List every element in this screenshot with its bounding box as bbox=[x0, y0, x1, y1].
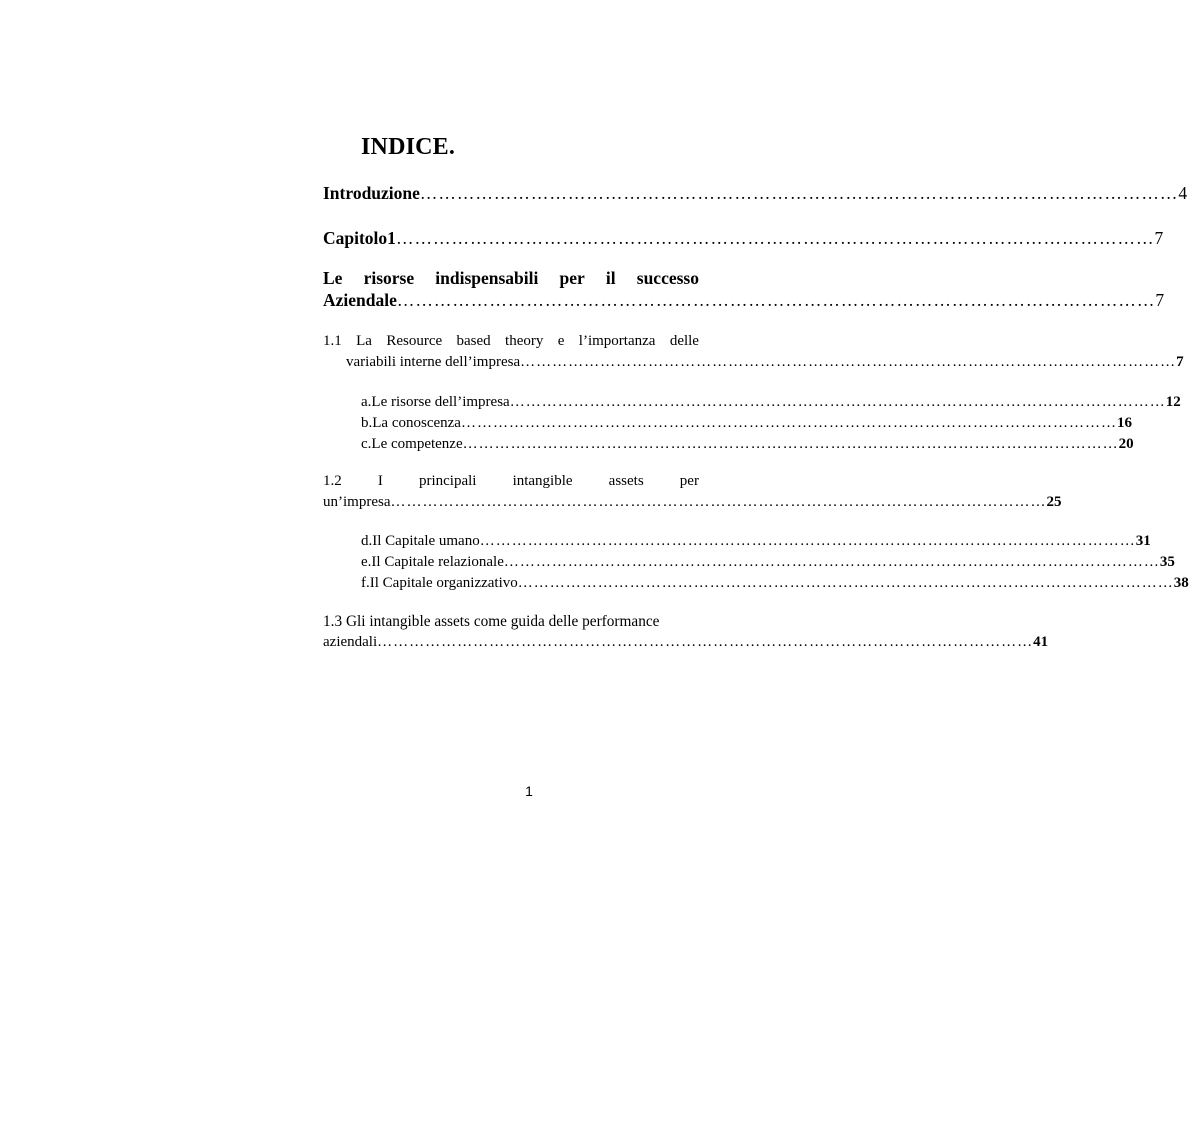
toc-page: 31 bbox=[1135, 533, 1151, 549]
word: il bbox=[605, 268, 616, 288]
toc-leader: …………………………………………………………………………………………………………… bbox=[419, 183, 1179, 203]
toc-page: 25 bbox=[1046, 494, 1062, 510]
toc-label: Il Capitale organizzativo bbox=[369, 575, 518, 591]
toc-label: Il Capitale umano bbox=[372, 533, 480, 549]
word: successo bbox=[636, 268, 699, 288]
toc-sublist-2 bbox=[361, 533, 1189, 596]
toc-leader: …………………………………………………………………………………………………………… bbox=[509, 394, 1166, 410]
toc-page: 16 bbox=[1116, 415, 1132, 431]
toc-page: 20 bbox=[1118, 436, 1134, 452]
toc-entry-1-3-line1[interactable]: 1.3 Gli intangible assets come guida delle performance bbox=[323, 613, 660, 630]
toc-page: 41 bbox=[1033, 634, 1049, 650]
item-letter: f. bbox=[361, 575, 370, 591]
item-letter: a. bbox=[361, 394, 372, 410]
word: La bbox=[356, 333, 372, 349]
toc-page: 4 bbox=[1178, 183, 1188, 203]
toc-leader: …………………………………………………………………………………………………………… bbox=[503, 554, 1160, 570]
item-letter: b. bbox=[361, 415, 373, 431]
toc-entry-1-1-line1[interactable] bbox=[323, 333, 699, 350]
word: indispensabili bbox=[435, 268, 539, 288]
toc-subentry[interactable] bbox=[361, 415, 1132, 436]
toc-subentry[interactable] bbox=[361, 575, 1189, 596]
toc-entry-1-1-line2[interactable] bbox=[346, 354, 1184, 371]
item-letter: c. bbox=[361, 436, 372, 452]
word: Resource bbox=[386, 333, 443, 349]
toc-label: Le competenze bbox=[371, 436, 463, 452]
toc-entry-1-2-line2[interactable] bbox=[323, 494, 1062, 511]
toc-label: Le risorse dell’impresa bbox=[371, 394, 510, 410]
toc-entry-introduzione[interactable] bbox=[323, 183, 1188, 204]
word: risorse bbox=[363, 268, 415, 288]
toc-page: 35 bbox=[1159, 554, 1175, 570]
toc-label: un’impresa bbox=[323, 494, 391, 510]
toc-label: variabili interne dell’impresa bbox=[346, 354, 521, 370]
toc-leader: …………………………………………………………………………………………………………… bbox=[396, 290, 1156, 310]
word: per bbox=[679, 473, 699, 489]
toc-page: 12 bbox=[1165, 394, 1181, 410]
word: theory bbox=[505, 333, 544, 349]
page-number: 1 bbox=[525, 783, 533, 799]
toc-leader: …………………………………………………………………………………………………………… bbox=[520, 354, 1177, 370]
word: assets bbox=[608, 473, 644, 489]
toc-subentry[interactable] bbox=[361, 554, 1175, 575]
toc-entry-risorse-line1[interactable] bbox=[323, 268, 699, 289]
toc-label: Il Capitale relazionale bbox=[371, 554, 504, 570]
toc-label: aziendali bbox=[323, 634, 378, 650]
toc-leader: …………………………………………………………………………………………………………… bbox=[517, 575, 1174, 591]
item-letter: e. bbox=[361, 554, 372, 570]
index-title: INDICE. bbox=[361, 134, 456, 160]
word: l’importanza bbox=[578, 333, 656, 349]
toc-label: Introduzione bbox=[323, 183, 420, 203]
toc-entry-1-2-line1[interactable] bbox=[323, 473, 699, 490]
word: delle bbox=[669, 333, 699, 349]
toc-label: La conoscenza bbox=[372, 415, 461, 431]
word: intangible bbox=[512, 473, 573, 489]
toc-leader: …………………………………………………………………………………………………………… bbox=[377, 634, 1034, 650]
page-number-container bbox=[0, 783, 794, 799]
toc-leader: …………………………………………………………………………………………………………… bbox=[395, 228, 1155, 248]
toc-subentry[interactable] bbox=[361, 436, 1134, 457]
toc-leader: …………………………………………………………………………………………………………… bbox=[479, 533, 1136, 549]
word: Le bbox=[323, 268, 343, 288]
toc-entry-1-3-line2[interactable] bbox=[323, 634, 1049, 651]
word: e bbox=[557, 333, 565, 349]
toc-leader: …………………………………………………………………………………………………………… bbox=[460, 415, 1117, 431]
toc-entry-capitolo[interactable] bbox=[323, 228, 1164, 249]
word: 1.2 bbox=[323, 473, 342, 489]
toc-leader: …………………………………………………………………………………………………………… bbox=[390, 494, 1047, 510]
word: 1.1 bbox=[323, 333, 342, 349]
toc-subentry[interactable] bbox=[361, 533, 1151, 554]
item-letter: d. bbox=[361, 533, 373, 549]
word: per bbox=[559, 268, 585, 288]
toc-page: 38 bbox=[1173, 575, 1189, 591]
word: based bbox=[456, 333, 491, 349]
toc-entry-risorse-line2[interactable] bbox=[323, 290, 1165, 311]
toc-label: Aziendale bbox=[323, 290, 397, 310]
toc-leader: …………………………………………………………………………………………………………… bbox=[462, 436, 1119, 452]
toc-subentry[interactable] bbox=[361, 394, 1181, 415]
word: principali bbox=[418, 473, 477, 489]
toc-label: Capitolo1 bbox=[323, 228, 396, 248]
toc-page: 7 bbox=[1154, 228, 1164, 248]
toc-page: 7 bbox=[1155, 290, 1165, 310]
word: I bbox=[377, 473, 383, 489]
toc-page: 7 bbox=[1176, 354, 1184, 370]
toc-sublist-1 bbox=[361, 394, 1181, 457]
